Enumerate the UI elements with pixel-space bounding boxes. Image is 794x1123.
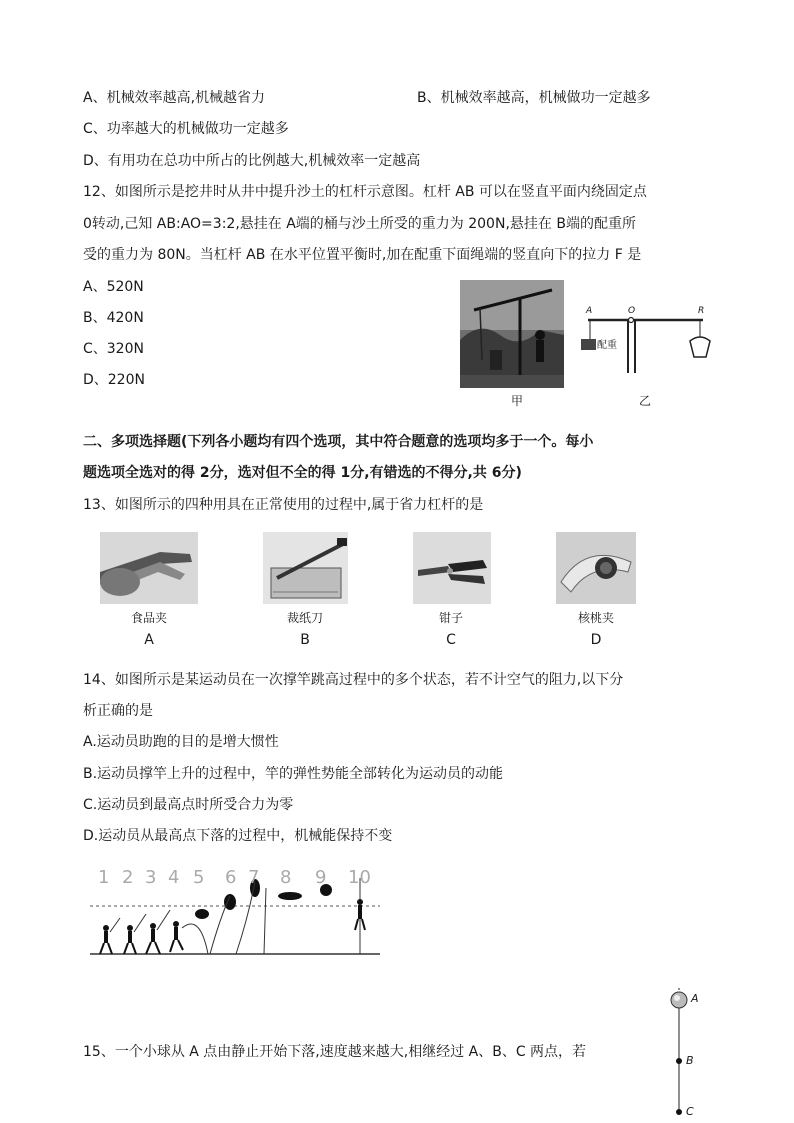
q14-stem-line2: 析正确的是 [83,703,153,719]
q13-item-d-name: 核桃夹 [577,611,614,625]
lever-weight-label: 配重 [597,340,617,351]
q13-item-a-name: 食品夹 [130,611,167,625]
q13-item-a-letter: A [144,632,154,648]
q11-option-b: B、机械效率越高，机械做功一定越多 [417,90,651,106]
frame-number: 3 [145,867,157,888]
frame-number: 6 [225,867,237,888]
q13-item-b-letter: B [300,632,310,648]
q13-item-c-letter: C [446,632,456,648]
q11-option-d: D、有用功在总功中所占的比例越大,机械效率一定越高 [83,153,421,169]
ball-point-b-label: B [686,1054,694,1067]
q13-item-b-name: 裁纸刀 [286,611,323,625]
q12-stem-line1: 12、如图所示是挖井时从井中提升沙土的杠杆示意图。杠杆 AB 可以在竖直平面内绕固定点 [83,184,647,200]
ball-point-c-label: C [686,1105,694,1118]
pole-vault-frame-numbers [90,868,380,892]
lever-label-o: O [628,306,636,316]
lever-label-a: A [586,306,593,316]
q11-option-c: C、功率越大的机械做功一定越多 [83,121,289,137]
section2-heading-line2: 题选项全选对的得 2分，选对但不全的得 1分,有错选的不得分,共 6分) [83,465,522,481]
q11-option-a: A、机械效率越高,机械越省力 [83,90,266,106]
pliers-photo [413,532,491,604]
q14-option-b: B.运动员撑竿上升的过程中，竿的弹性势能全部转化为运动员的动能 [83,766,504,782]
q13-item-c-name: 钳子 [438,611,463,625]
ball-point-a-label: A [691,992,699,1005]
q15-stem-line1: 15、一个小球从 A 点由静止开始下落,速度越来越大,相继经过 A、B、C 两点，若 [83,1044,587,1060]
figure-caption-jia: 甲 [510,394,523,408]
falling-ball-diagram [664,988,704,1118]
q12-option-c: C、320N [83,341,144,357]
q12-stem-line3: 受的重力为 80N。当杠杆 AB 在水平位置平衡时,加在配重下面绳端的竖直向下的拉力 F 是 [83,247,642,263]
frame-number: 9 [315,867,327,888]
frame-number: 2 [122,867,134,888]
q14-option-a: A.运动员助跑的目的是增大惯性 [83,734,279,750]
q12-option-d: D、220N [83,372,145,388]
frame-number: 1 [98,867,110,888]
q12-option-b: B、420N [83,310,144,326]
q12-stem-line2: 0转动,己知 AB:AO=3:2,悬挂在 A端的桶与沙土所受的重力为 200N,悬挂在 B端的配重所 [83,216,636,232]
lever-label-r: R [698,306,705,316]
q14-stem-line1: 14、如图所示是某运动员在一次撑竿跳高过程中的多个状态，若不计空气的阻力,以下分 [83,672,624,688]
figure-caption-yi: 乙 [638,394,651,408]
frame-number: 4 [168,867,180,888]
frame-number: 7 [248,867,260,888]
food-tongs-photo [100,532,198,604]
q13-item-d-letter: D [590,632,602,648]
q14-option-d: D.运动员从最高点下落的过程中，机械能保持不变 [83,828,393,844]
frame-number: 10 [348,867,371,888]
section2-heading-line1: 二、多项选择题(下列各小题均有四个选项，其中符合题意的选项均多于一个。每小 [83,434,594,450]
frame-number: 8 [280,867,292,888]
nutcracker-photo [556,532,636,604]
well-lever-photo [460,280,564,388]
q13-stem: 13、如图所示的四种用具在正常使用的过程中,属于省力杠杆的是 [83,497,484,513]
q14-option-c: C.运动员到最高点时所受合力为零 [83,797,294,813]
paper-cutter-photo [263,532,348,604]
frame-number: 5 [193,867,205,888]
q12-option-a: A、520N [83,279,144,295]
